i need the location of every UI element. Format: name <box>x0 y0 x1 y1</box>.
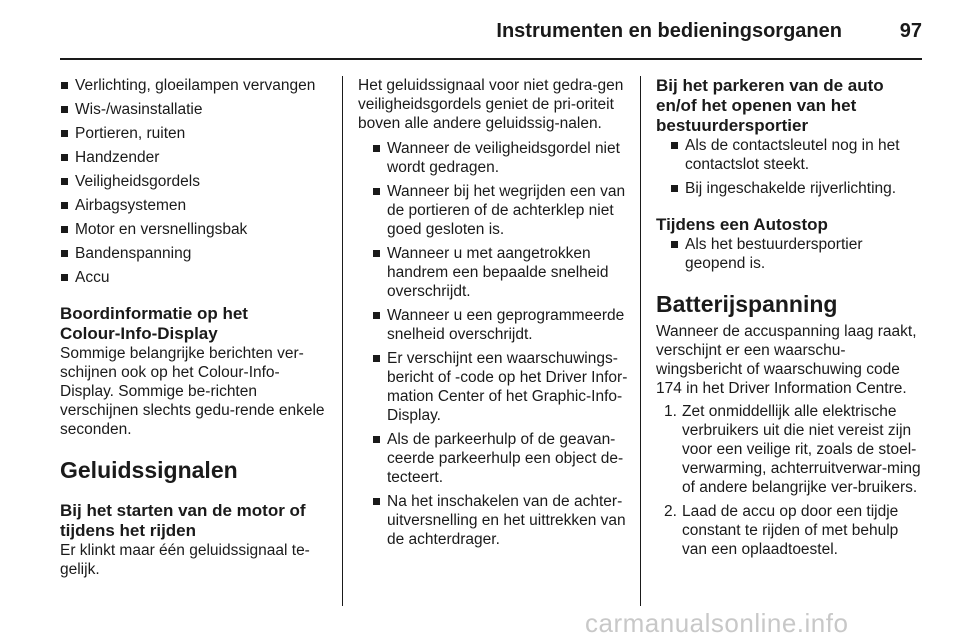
column-1 <box>60 76 330 579</box>
list-item: Portieren, ruiten <box>60 124 330 143</box>
list-item: Wis-/wasinstallatie <box>60 100 330 119</box>
watermark: carmanualsonline.info <box>585 608 849 638</box>
list-item: Er verschijnt een waarschuwings-bericht of -code op het Driver Infor-mation Center of het Graphic-Info-Display. <box>372 349 628 425</box>
list-item: Wanneer u een geprogrammeerde snelheid overschrijdt. <box>372 306 628 344</box>
boordinfo-heading-line1: Boordinformatie op het <box>60 304 248 323</box>
batterijspanning-heading: Batterijspanning <box>656 291 838 317</box>
list-item: Handzender <box>60 148 330 167</box>
park-list <box>656 136 926 198</box>
boordinfo-heading-line2: Colour-Info-Display <box>60 324 218 343</box>
list-item: Wanneer de veiligheidsgordel niet wordt gedragen. <box>372 139 628 177</box>
autostop-list <box>656 235 926 273</box>
batterij-paragraph: Wanneer de accuspanning laag raakt, verschijnt er een waarschu-wingsbericht of waarschuwing code 174 in het Driver Information Centre. <box>656 323 917 397</box>
step-text: Zet onmiddellijk alle elektrische verbruikers uit die niet vereist zijn voor een veilige rit, zoals de stoel-verwarming, achterruitverwar-ming of andere belangrijke ver-bruikers. <box>682 403 921 496</box>
boordinfo-heading <box>60 304 330 344</box>
list-item: Wanneer bij het wegrijden een van de portieren of de achterklep niet goed gesloten is. <box>372 182 628 239</box>
column-divider-1 <box>342 76 343 606</box>
list-item: Verlichting, gloeilampen vervangen <box>60 76 330 95</box>
boordinfo-paragraph: Sommige belangrijke berichten ver-schijnen ook op het Colour-Info-Display. Sommige be-richten verschijnen slechts gedu-rende enkele seconden. <box>60 345 325 438</box>
list-item: Accu <box>60 268 330 287</box>
page-header <box>60 0 922 58</box>
signal-list <box>358 139 628 549</box>
intro-paragraph: Het geluidssignaal voor niet gedra-gen veiligheidsgordels geniet de pri-oriteit boven alle andere geluidssig-nalen. <box>358 77 624 132</box>
steps-list <box>656 402 926 559</box>
step-text: Laad de accu op door een tijdje constant te rijden of met behulp van een oplaadtoestel. <box>682 503 899 558</box>
page-number: 97 <box>899 20 922 42</box>
list-item: Airbagsystemen <box>60 196 330 215</box>
topic-list <box>60 76 330 287</box>
list-item: Als de contactsleutel nog in het contactslot steekt. <box>670 136 926 174</box>
header-divider <box>60 58 922 60</box>
start-paragraph: Er klinkt maar één geluidssignaal te-gelijk. <box>60 542 310 578</box>
list-item: Bandenspanning <box>60 244 330 263</box>
list-item: Bij ingeschakelde rijverlichting. <box>670 179 926 198</box>
step-number: 1. <box>664 403 677 420</box>
step-number: 2. <box>664 503 677 520</box>
list-item: Als het bestuurdersportier geopend is. <box>670 235 926 273</box>
start-heading: Bij het starten van de motor of tijdens het rijden <box>60 501 306 540</box>
list-item: Als de parkeerhulp of de geavan-ceerde parkeerhulp een object de-tecteert. <box>372 430 628 487</box>
column-3 <box>656 76 926 564</box>
list-item: Veiligheidsgordels <box>60 172 330 191</box>
list-item: Na het inschakelen van de achter-uitversnelling en het uittrekken van de achterdrager. <box>372 492 628 549</box>
autostop-heading: Tijdens een Autostop <box>656 215 828 234</box>
step-item <box>656 502 926 559</box>
list-item: Motor en versnellingsbak <box>60 220 330 239</box>
column-2 <box>358 76 628 554</box>
park-heading: Bij het parkeren van de auto en/of het openen van het bestuurdersportier <box>656 76 884 135</box>
list-item: Wanneer u met aangetrokken handrem een bepaalde snelheid overschrijdt. <box>372 244 628 301</box>
geluidssignalen-heading: Geluidssignalen <box>60 457 238 483</box>
step-item <box>656 402 926 497</box>
page-title: Instrumenten en bedieningsorganen <box>496 20 842 42</box>
column-divider-2 <box>640 76 641 606</box>
